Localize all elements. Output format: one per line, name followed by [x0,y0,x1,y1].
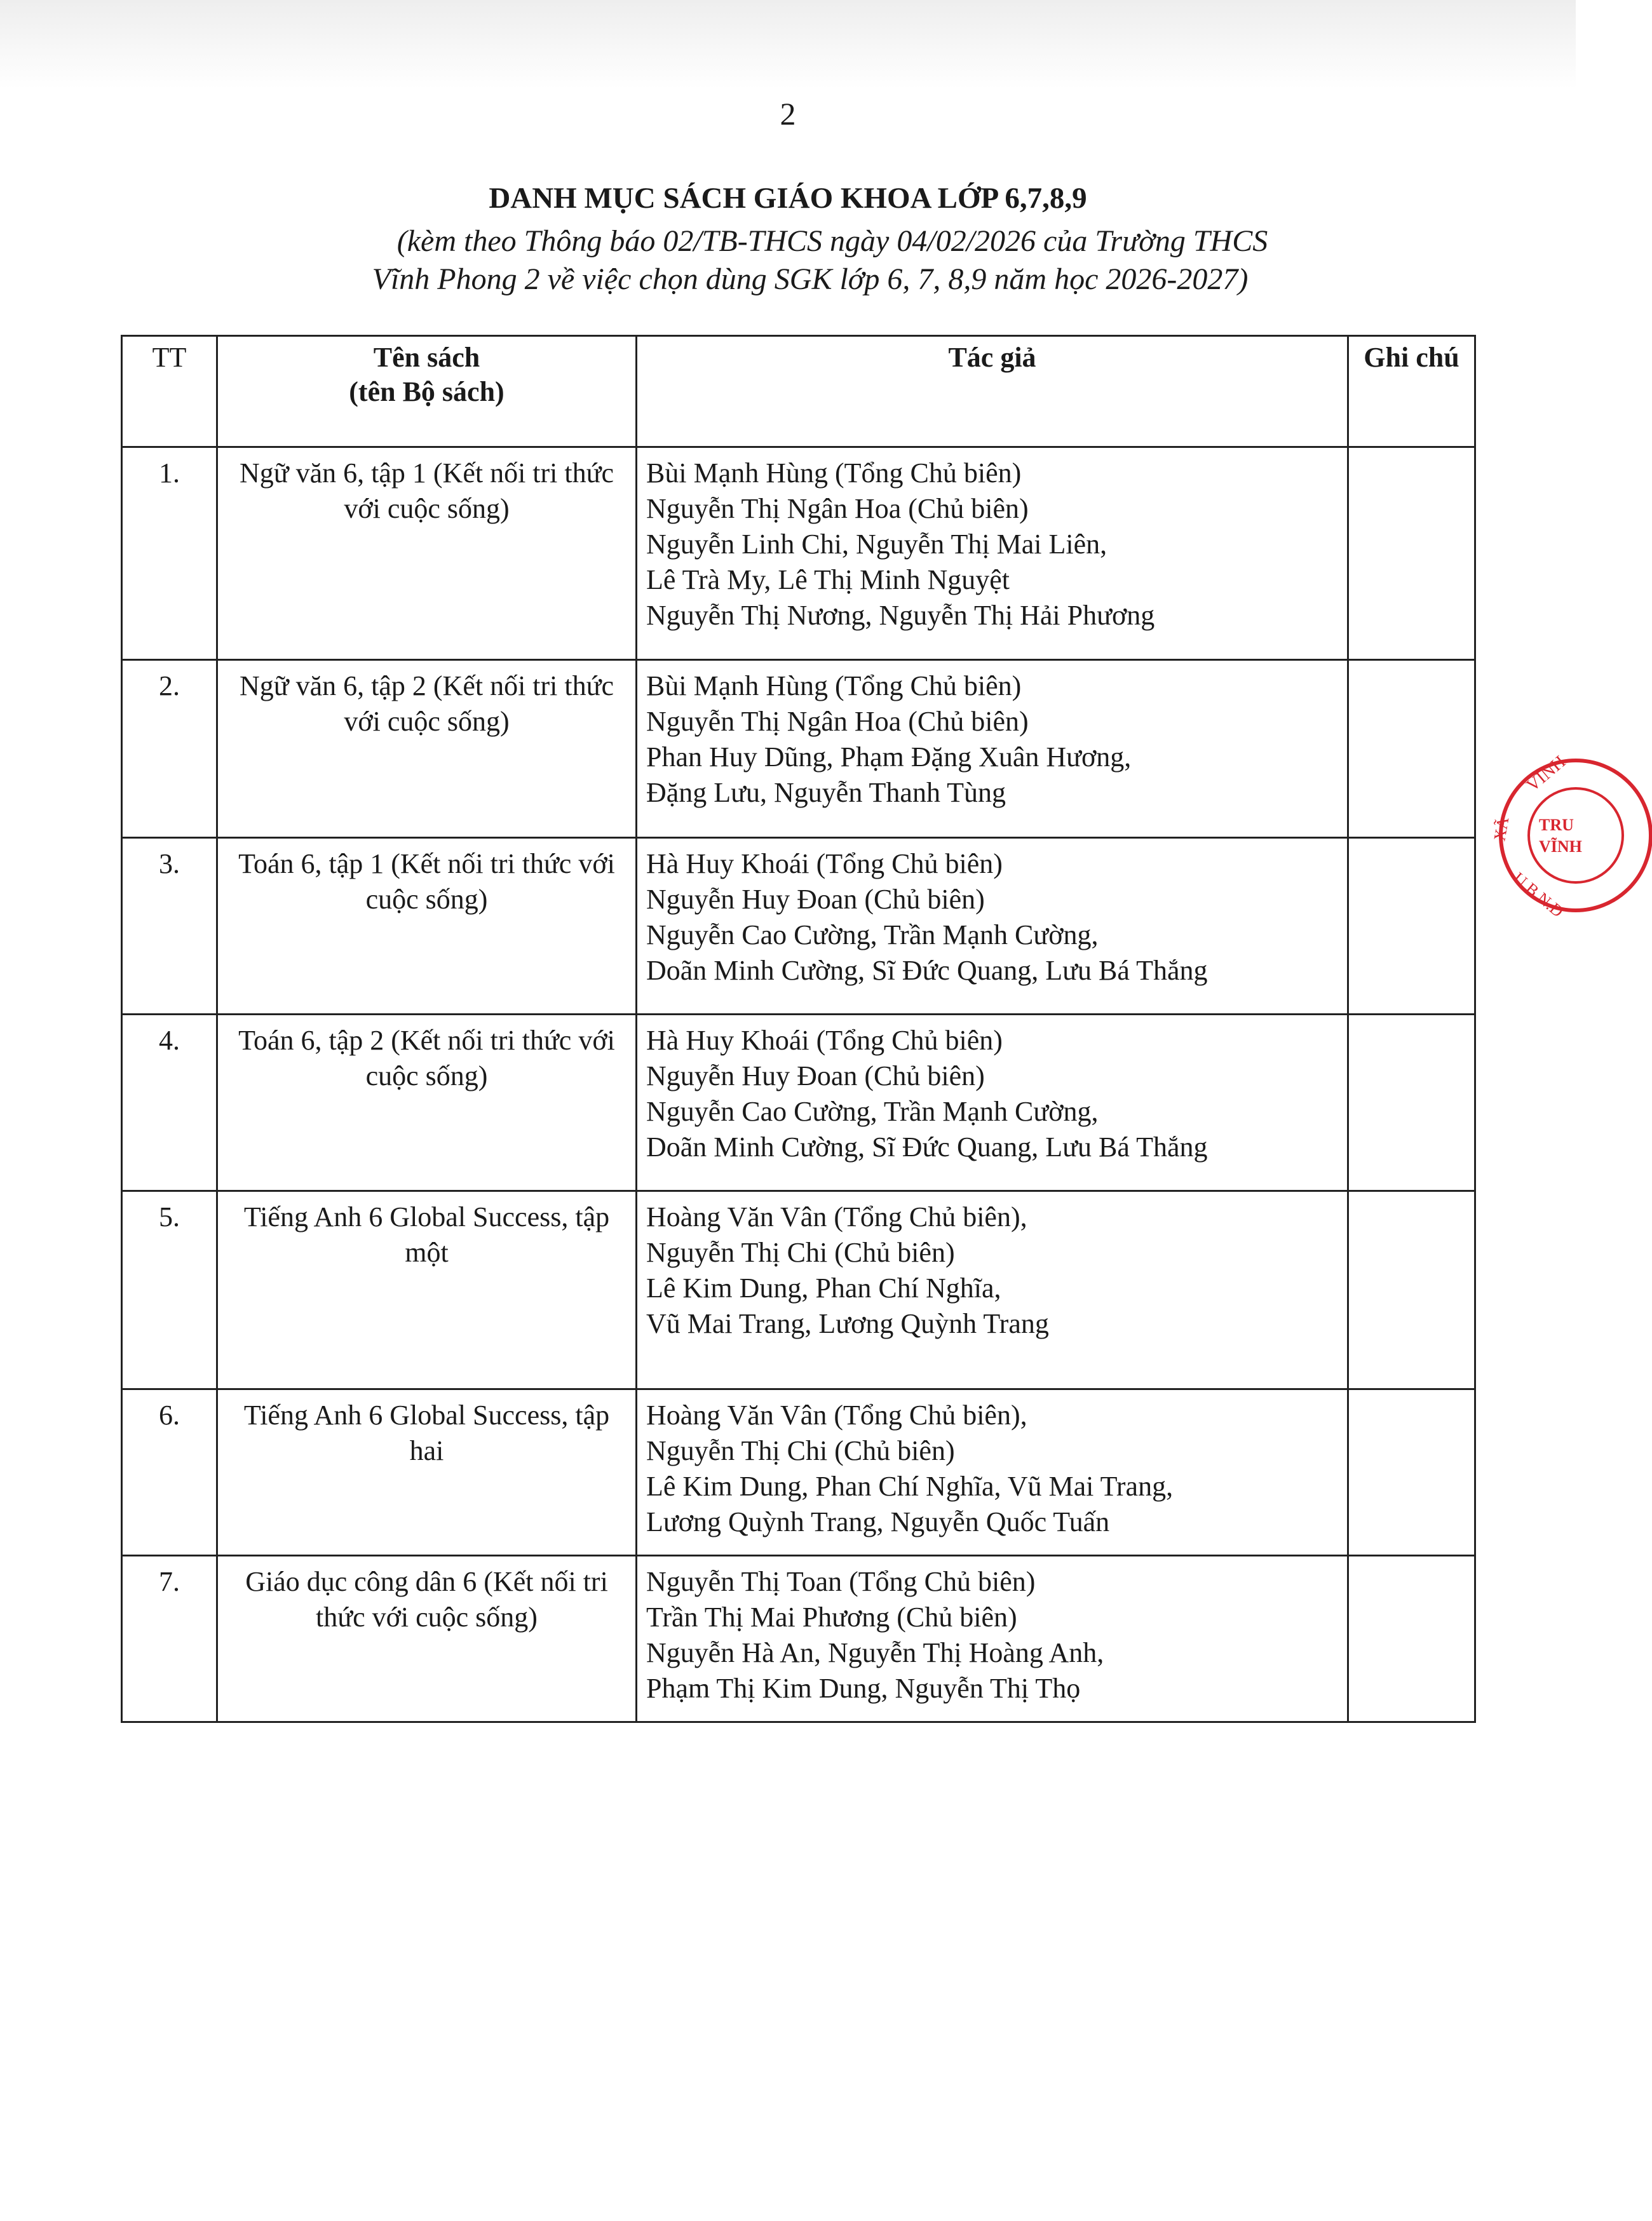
row-number: 5. [122,1191,217,1389]
subtitle-line-1: (kèm theo Thông báo 02/TB-THCS ngày 04/02/2026 của Trường THCS [396,224,1268,258]
book-note [1348,838,1475,1015]
book-name: Giáo dục công dân 6 (Kết nối tri thức với cuộc sống) [217,1556,637,1722]
row-number: 3. [122,838,217,1015]
header-book-name-line2: (tên Bộ sách) [349,376,504,407]
textbook-table [121,335,1476,1723]
header-tt: TT [122,336,217,447]
subtitle-line-2: Vĩnh Phong 2 về việc chọn dùng SGK lớp 6, 7, 8,9 năm học 2026-2027) [372,262,1249,296]
book-note [1348,1389,1475,1556]
author-line: Phạm Thị Kim Dung, Nguyễn Thị Thọ [646,1673,1081,1704]
table-row [122,1191,1475,1389]
author-line: Lương Quỳnh Trang, Nguyễn Quốc Tuấn [646,1506,1110,1537]
book-authors [637,1389,1348,1556]
author-line: Nguyễn Linh Chi, Nguyễn Thị Mai Liên, [646,529,1107,560]
book-name: Toán 6, tập 1 (Kết nối tri thức với cuộc sống) [217,838,637,1015]
row-number: 6. [122,1389,217,1556]
author-line: Phan Huy Dũng, Phạm Đặng Xuân Hương, [646,741,1132,773]
author-line: Hoàng Văn Vân (Tổng Chủ biên), [646,1400,1027,1431]
table-row [122,1389,1475,1556]
seal-text-center1: TRU [1539,816,1574,834]
author-line: Doãn Minh Cường, Sĩ Đức Quang, Lưu Bá Thắng [646,1131,1208,1163]
scan-shadow [0,0,1576,89]
table-row [122,660,1475,838]
author-line: Đặng Lưu, Nguyễn Thanh Tùng [646,777,1006,808]
header-note: Ghi chú [1348,336,1475,447]
author-line: Lê Trà My, Lê Thị Minh Nguyệt [646,564,1010,595]
book-name: Ngữ văn 6, tập 1 (Kết nối tri thức với cuộc sống) [217,447,637,660]
book-authors [637,660,1348,838]
seal-text-bottom: U.B.N.D [1510,868,1567,921]
seal-text-top: VĨNH [1522,752,1570,796]
header-book-name [217,336,637,447]
book-name: Tiếng Anh 6 Global Success, tập một [217,1191,637,1389]
book-note [1348,447,1475,660]
table-row [122,838,1475,1015]
book-name: Tiếng Anh 6 Global Success, tập hai [217,1389,637,1556]
author-line: Nguyễn Huy Đoan (Chủ biên) [646,1060,985,1091]
author-line: Nguyễn Thị Chi (Chủ biên) [646,1435,955,1466]
row-number: 7. [122,1556,217,1722]
table-header-row [122,336,1475,447]
author-line: Nguyễn Thị Nương, Nguyễn Thị Hải Phương [646,600,1155,631]
author-line: Hà Huy Khoái (Tổng Chủ biên) [646,848,1003,879]
author-line: Lê Kim Dung, Phan Chí Nghĩa, Vũ Mai Trang, [646,1471,1174,1502]
book-authors [637,447,1348,660]
author-line: Hà Huy Khoái (Tổng Chủ biên) [646,1025,1003,1056]
table-row [122,1556,1475,1722]
author-line: Hoàng Văn Vân (Tổng Chủ biên), [646,1201,1027,1232]
official-seal-stamp [1487,752,1652,921]
author-line: Bùi Mạnh Hùng (Tổng Chủ biên) [646,457,1022,489]
page-number: 2 [780,96,796,132]
author-line: Vũ Mai Trang, Lương Quỳnh Trang [646,1308,1049,1339]
book-note [1348,660,1475,838]
author-line: Nguyễn Huy Đoan (Chủ biên) [646,884,985,915]
book-name: Ngữ văn 6, tập 2 (Kết nối tri thức với cuộc sống) [217,660,637,838]
author-line: Nguyễn Thị Ngân Hoa (Chủ biên) [646,706,1029,737]
document-title: DANH MỤC SÁCH GIÁO KHOA LỚP 6,7,8,9 [489,182,1087,215]
header-authors: Tác giả [637,336,1348,447]
row-number: 4. [122,1015,217,1191]
seal-text-center2: VĨNH [1539,837,1582,856]
author-line: Nguyễn Cao Cường, Trần Mạnh Cường, [646,1096,1099,1127]
book-authors [637,1015,1348,1191]
book-authors [637,1556,1348,1722]
book-note [1348,1191,1475,1389]
author-line: Bùi Mạnh Hùng (Tổng Chủ biên) [646,670,1022,701]
author-line: Lê Kim Dung, Phan Chí Nghĩa, [646,1273,1001,1304]
seal-inner-ring [1529,788,1623,882]
author-line: Nguyễn Thị Toan (Tổng Chủ biên) [646,1566,1036,1597]
header-book-name-line1: Tên sách [373,342,480,373]
book-authors [637,838,1348,1015]
author-line: Nguyễn Thị Ngân Hoa (Chủ biên) [646,493,1029,524]
seal-text-side: XÃ [1490,816,1513,843]
row-number: 2. [122,660,217,838]
author-line: Trần Thị Mai Phương (Chủ biên) [646,1602,1017,1633]
book-note [1348,1556,1475,1722]
row-number: 1. [122,447,217,660]
book-authors [637,1191,1348,1389]
author-line: Nguyễn Cao Cường, Trần Mạnh Cường, [646,919,1099,950]
author-line: Doãn Minh Cường, Sĩ Đức Quang, Lưu Bá Thắng [646,955,1208,986]
table-row [122,1015,1475,1191]
book-name: Toán 6, tập 2 (Kết nối tri thức với cuộc sống) [217,1015,637,1191]
book-note [1348,1015,1475,1191]
author-line: Nguyễn Thị Chi (Chủ biên) [646,1237,955,1268]
author-line: Nguyễn Hà An, Nguyễn Thị Hoàng Anh, [646,1637,1104,1668]
table-row [122,447,1475,660]
